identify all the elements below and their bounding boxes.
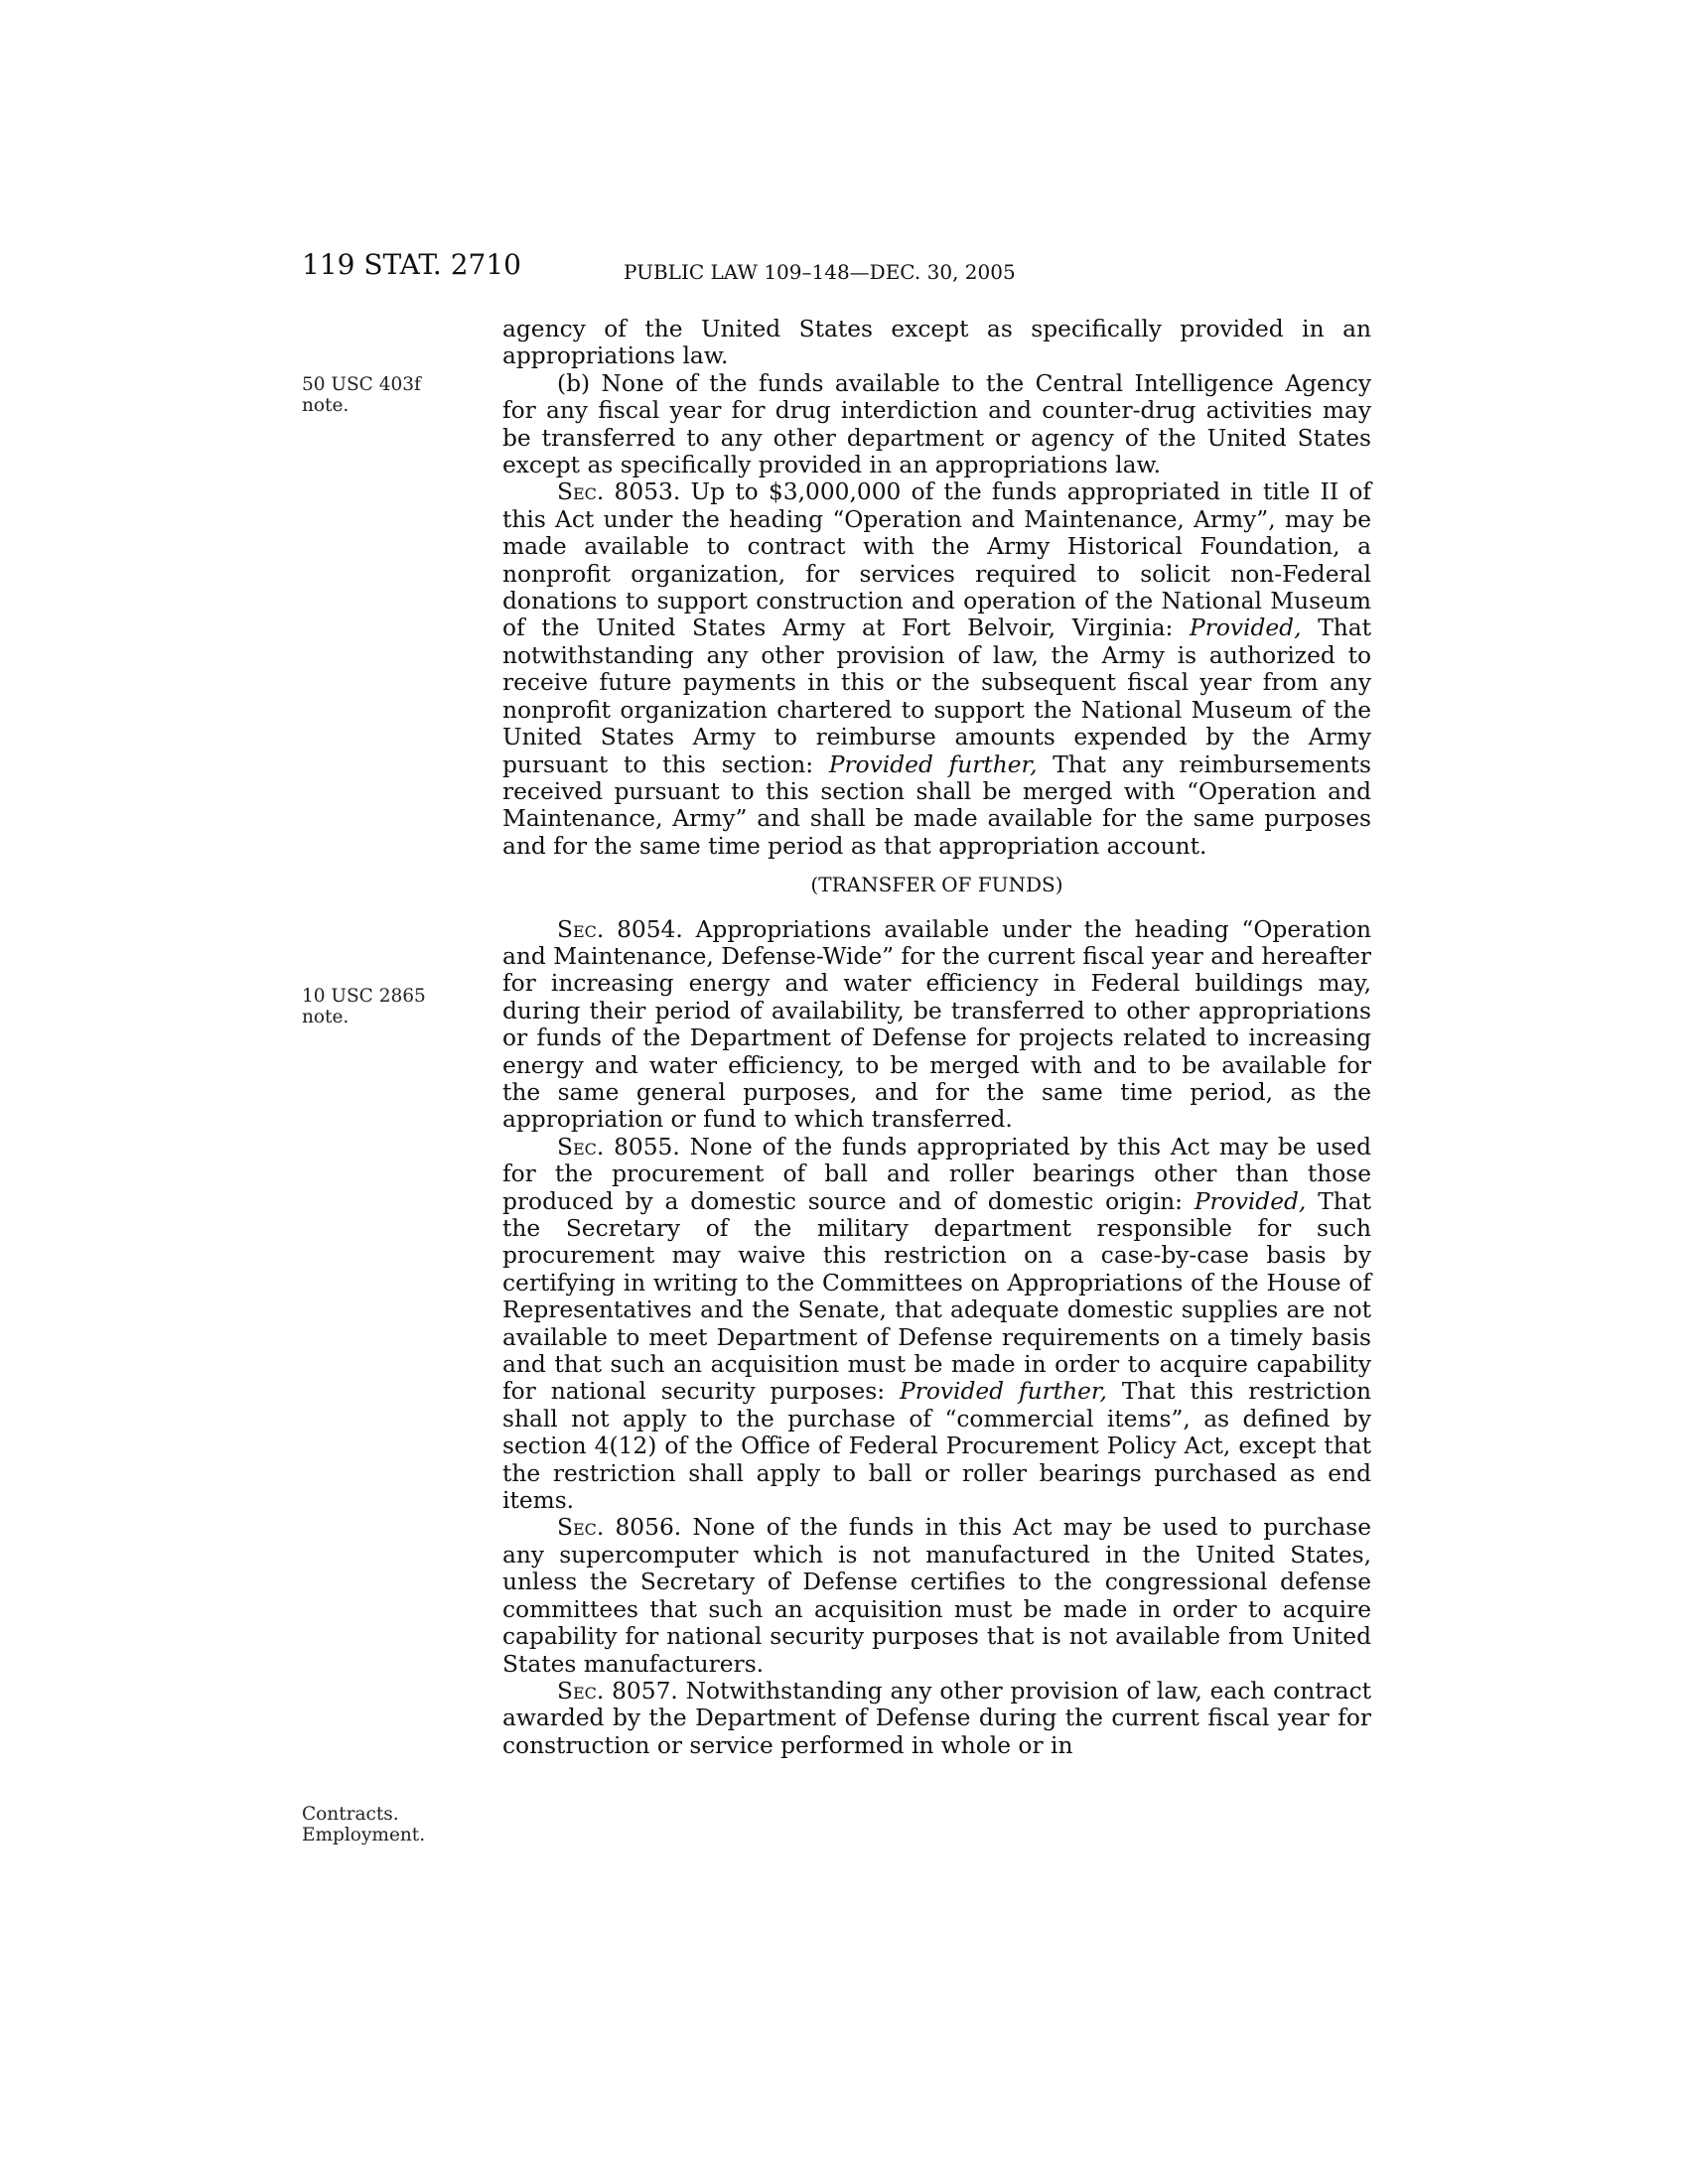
statute-page-number: 119 STAT. 2710 — [302, 248, 521, 281]
margin-note-line: note. — [302, 395, 350, 416]
margin-note-10-usc — [302, 986, 426, 1027]
margin-note-line: Contracts. — [302, 1804, 399, 1825]
section-number: . 8055. — [596, 1133, 680, 1160]
section-8054 — [502, 916, 1371, 1134]
paragraph-continuation: agency of the United States except as specifically provided in an appropriations law. — [502, 316, 1371, 370]
section-8056 — [502, 1514, 1371, 1677]
margin-note-contracts — [302, 1804, 425, 1845]
transfer-heading: (TRANSFER OF FUNDS) — [810, 873, 1063, 897]
section-label: Sec — [557, 1133, 597, 1160]
proviso: Provided further, — [900, 1378, 1107, 1406]
section-8053 — [502, 478, 1371, 860]
section-label: Sec — [557, 1514, 597, 1542]
margin-note-line: 50 USC 403f — [302, 374, 421, 395]
section-text: None of the funds in this Act may be used to purchase any supercomputer which is not manufactured in the United States, unless the Secretary of Defense certifies to the congressional defense committees that such an acquisition must be made in order to acquire capability for national security purposes that is not available from United States manufacturers. — [502, 1514, 1371, 1678]
margin-note-line: 10 USC 2865 — [302, 986, 426, 1007]
section-text: That notwithstanding any other provision of law, the Army is authorized to receive future payments in this or the subsequent fiscal year from any nonprofit organization chartered to support the National Museum of the United States Army to reimburse amounts expended by the Army pursuant to this section: — [502, 614, 1371, 778]
section-8055 — [502, 1134, 1371, 1515]
body-text — [502, 316, 1371, 1759]
section-label: Sec — [557, 1677, 597, 1705]
proviso: Provided, — [1194, 1187, 1307, 1215]
paragraph-b: (b) None of the funds available to the Central Intelligence Agency for any fiscal year for drug interdiction and counter-drug activities may be transferred to any other department or agency of the United States except as specifically provided in an appropriations law. — [502, 369, 1371, 479]
proviso: Provided, — [1190, 614, 1302, 642]
section-text: Appropriations available under the heading “Operation and Maintenance, Defense-Wide” for the current fiscal year and hereafter for increasing energy and water efficiency in Federal buildings may, during their period of availability, be transferred to other appropriations or funds of the Department of Defense for projects related to increasing energy and water efficiency, to be merged with and to be available for the same general purposes, and for the same time period, as the appropriation or fund to which transferred. — [502, 915, 1371, 1134]
margin-note-line: note. — [302, 1007, 350, 1027]
margin-note-50-usc — [302, 374, 421, 416]
section-number: . 8054. — [596, 915, 683, 943]
section-text: None of the funds appropriated by this Act may be used for the procurement of ball and roller bearings other than those produced by a domestic source and of domestic origin: — [502, 1133, 1371, 1215]
section-8057 — [502, 1678, 1371, 1759]
section-text: That any reimbursements received pursuant to this section shall be merged with “Operation and Maintenance, Army” and shall be made available for the same purposes and for the same time period as that appropriation account. — [502, 751, 1371, 860]
section-label: Sec — [557, 478, 597, 506]
running-head: PUBLIC LAW 109–148—DEC. 30, 2005 — [624, 260, 1016, 284]
section-label: Sec — [557, 915, 597, 943]
section-text: Notwithstanding any other provision of law, each contract awarded by the Department of Defense during the current fiscal year for construction or service performed in whole or in — [502, 1677, 1371, 1759]
section-text: That this restriction shall not apply to the purchase of “commercial items”, as defined by section 4(12) of the Office of Federal Procurement Policy Act, except that the restriction shall apply to ball or roller bearings purchased as end items. — [502, 1378, 1371, 1515]
margin-note-line: Employment. — [302, 1825, 426, 1845]
section-number: . 8056. — [596, 1514, 682, 1542]
section-text: Up to $3,000,000 of the funds appropriated in title II of this Act under the heading “Operation and Maintenance, Army”, may be made available to contract with the Army Historical Foundation, a nonprofit organization, for services required to solicit non-Federal donations to support construction and operation of the National Museum of the United States Army at Fort Belvoir, Virginia: — [502, 478, 1371, 642]
section-text: That the Secretary of the military department responsible for such procurement may waive this restriction on a case-by-case basis by certifying in writing to the Committees on Appropriations of the House of Representatives and the Senate, that adequate domestic supplies are not available to meet Department of Defense requirements on a timely basis and that such an acquisition must be made in order to acquire capability for national security purposes: — [502, 1187, 1371, 1406]
proviso: Provided further, — [828, 751, 1038, 778]
section-number: . 8053. — [596, 478, 681, 506]
section-number: . 8057. — [596, 1677, 678, 1705]
